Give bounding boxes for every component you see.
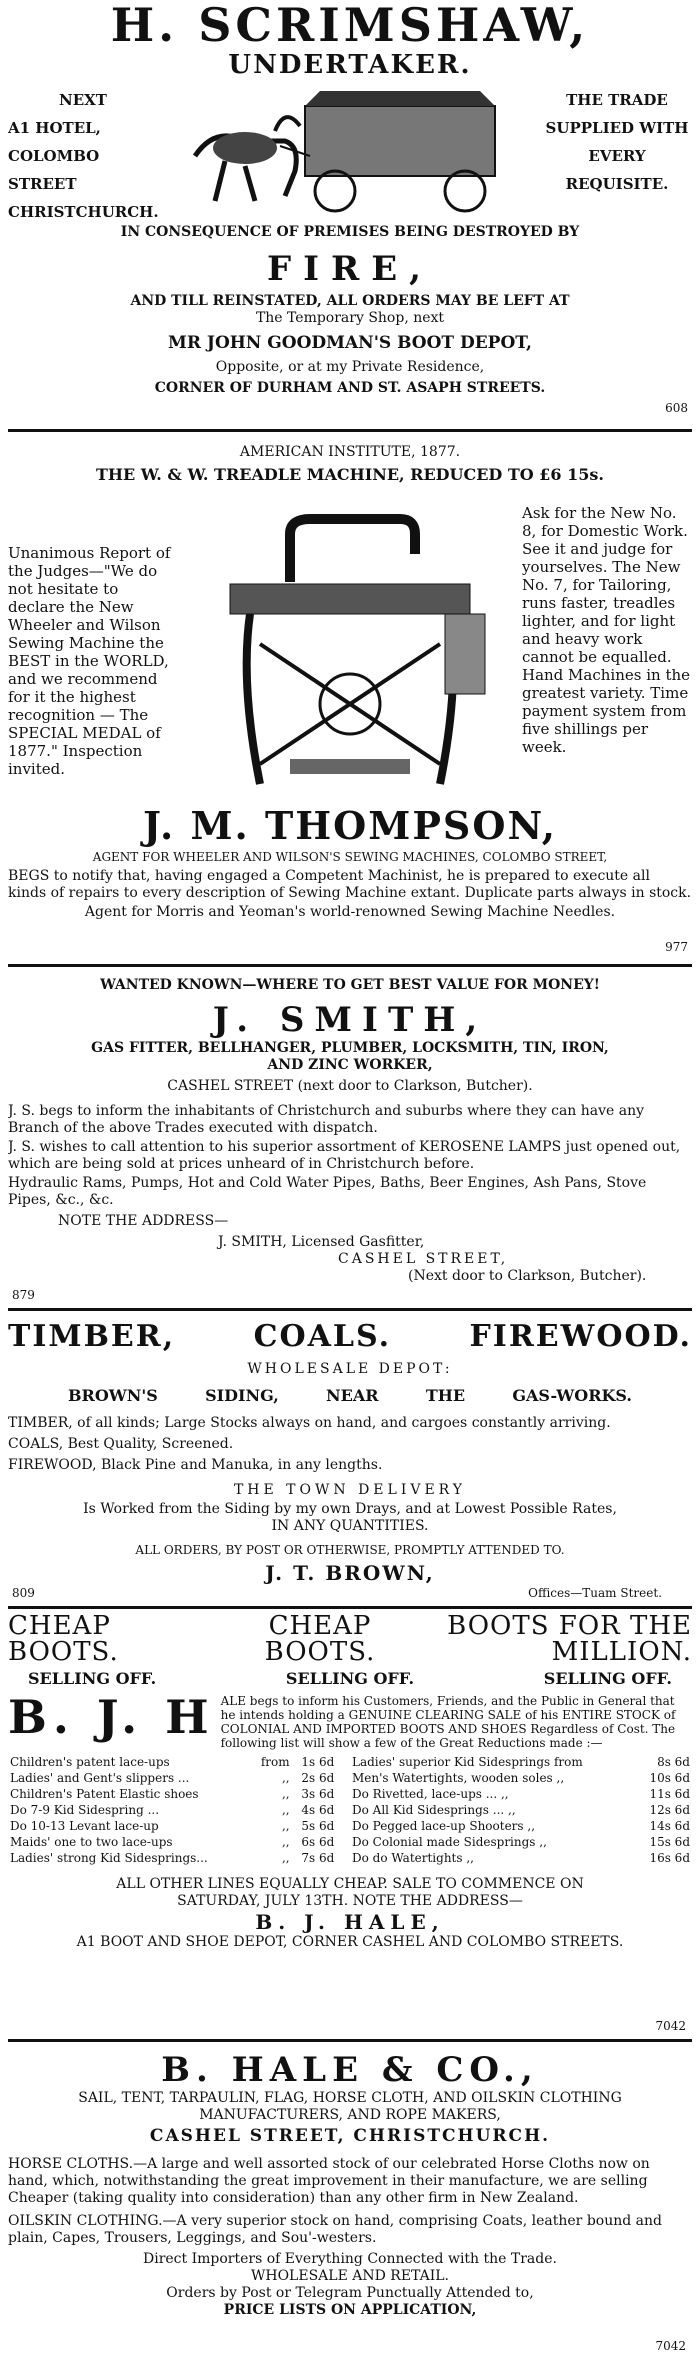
price-row: Do do Watertights ,, 16s 6d [352,1851,690,1865]
ad-number: 7042 [655,2339,686,2353]
price-row: Do Pegged lace-up Shooters ,, 14s 6d [352,1819,690,1833]
left-address: NEXT A1 HOTEL, COLOMBO STREET CHRISTCHURCH. [8,91,159,221]
ad-number: 7042 [655,2019,686,2033]
price-row: Ladies' superior Kid Sidesprings from 8s 6d [352,1755,690,1769]
ad-scrimshaw: H. SCRIMSHAW, UNDERTAKER. NEXT A1 HOTEL, COLOMBO STREET CHRISTCHURCH. THE TRADE SUPPLIED WITH EVERY REQUISITE. IN CONSEQUENCE OF PREMISES BEING DESTROYED BY FIRE, AND TILL REINSTATED, ALL ORDERS MAY BE LEFT AT The Temporary Shop, next MR JOHN GOODMAN'S BOOT DEPOT, Opposite, or at my Private Residence, CORNER OF DURHAM AND ST. ASAPH STREETS. 608 [8,0,692,432]
ad-number: 608 [665,401,688,415]
ad-thompson: AMERICAN INSTITUTE, 1877. THE W. & W. TREADLE MACHINE, REDUCED TO £6 15s. Unanimous Report of the Judges—"We do not hesitate to declare the New Wheeler and Wilson Sewing Machine the BEST in the WORLD, and we recommend for it the highest recognition — The SPECIAL MEDAL of 1877." Inspection invited. Ask for the New No. 8, for Domestic Work. See it and judge for yourselves. The New No. 7, for Tailoring, runs faster, treadles lighter, and for light and heavy work cannot be equalled. Hand Machines in the greatest variety. Time payment system from five shillings per week. J. M. THOMPSON, AGENT FOR WHEELER AND WILSON'S SEWING MACHINES, COLOMBO STREET, BEGS to notify that, having engaged a Competent Machinist, he is prepared to execute all kinds of repairs to every description of Sewing Machine extant. Duplicate parts always in stock. Agent for Morris and Yeoman's world-renowned Sewing Machine Needles. 977 [8,432,692,967]
price-row: Ladies' and Gent's slippers ... ,, 2s 6d [10,1771,335,1785]
ad-number: 977 [665,940,688,954]
ad-title: B. J. H [8,1690,215,1744]
price-row: Men's Watertights, wooden soles ,, 10s 6d [352,1771,690,1785]
price-row: Do 7-9 Kid Sidespring ... ,, 4s 6d [10,1803,335,1817]
ad-signature: J. T. BROWN, [265,1561,435,1585]
ad-hale-boots: CHEAP BOOTS. CHEAP BOOTS. BOOTS FOR THE MILLION. SELLING OFF. SELLING OFF. SELLING OFF. B. J. H ALE begs to inform his Customers, Friends, and the Public in General that he intends holding a GENUINE CLEARING SALE of his ENTIRE STOCK of COLONIAL AND IMPORTED BOOTS AND SHOES Regardless of Cost. The following list will show a few of the Great Reductions made :— Children's patent lace-ups from 1s 6d Ladies' and Gent's slippers ... ,, 2s 6d Children's Patent Elastic shoes ,, 3s 6d Do 7-9 Kid Sidespring ... ,, 4s 6d Do 10-13 Levant lace-up ,, 5s 6d Maids' one to two lace-ups ,, 6s 6d Ladies' strong Kid Sidesprings... ,, 7s 6d Ladies' superior Kid Sidesprings from 8s 6d Men's Watertights, wooden soles ,, 10s 6d Do Rivetted, lace-ups ... ,, 11s 6d Do All Kid Sidesprings ... ,, 12s 6d Do Pegged lace-up Shooters ,, 14s 6d Do Colonial made Sidesprings ,, 15s 6d Do do Watertights ,, 16s 6d ALL OTHER LINES EQUALLY CHEAP. SALE TO COMMENCE ON SATURDAY, JULY 13TH. NOTE THE ADDRESS— B. J. HALE, A1 BOOT AND SHOE DEPOT, CORNER CASHEL AND COLOMBO STREETS. 7042 [8,1609,692,2042]
judges-report: Unanimous Report of the Judges—"We do not hesitate to declare the New Wheeler and Wilson Sewing Machine the BEST in the WORLD, and we recommend for it the highest recognition — The SPECIAL MEDAL of 1877." Inspection invited. [8,544,171,778]
price-row: Do All Kid Sidesprings ... ,, 12s 6d [352,1803,690,1817]
price-row: Ladies' strong Kid Sidesprings... ,, 7s 6d [10,1851,335,1865]
fire-heading: FIRE, [266,249,434,289]
ad-number: 879 [12,1288,35,1302]
ad-subtitle: UNDERTAKER. [228,50,472,80]
ad-title: H. SCRIMSHAW, [110,0,590,52]
ad-number: 809 [12,1586,35,1600]
ad-title: J. M. THOMPSON, [142,803,557,848]
sewing-machine-illustration [200,504,500,794]
ad-smith: WANTED KNOWN—WHERE TO GET BEST VALUE FOR MONEY! J. SMITH, GAS FITTER, BELLHANGER, PLUMBER, LOCKSMITH, TIN, IRON, AND ZINC WORKER, CASHEL STREET (next door to Clarkson, Butcher). J. S. begs to inform the inhabitants of Christchurch and suburbs where they can have any Branch of the above Trades executed with dispatch. J. S. wishes to call attention to his superior assortment of KEROSENE LAMPS just opened out, which are being sold at prices unheard of in Christchurch before. Hydraulic Rams, Pumps, Hot and Cold Water Pipes, Baths, Beer Engines, Ash Pans, Stove Pipes, &c., &c. NOTE THE ADDRESS— J. SMITH, Licensed Gasfitter, CASHEL STREET, (Next door to Clarkson, Butcher). 879 [8,967,692,1311]
price-row: Children's patent lace-ups from 1s 6d [10,1755,335,1769]
price-row: Do Rivetted, lace-ups ... ,, 11s 6d [352,1787,690,1801]
hearse-illustration [185,86,515,214]
ad-hale-co: B. HALE & CO., SAIL, TENT, TARPAULIN, FLAG, HORSE CLOTH, AND OILSKIN CLOTHING MANUFACTURERS, AND ROPE MAKERS, CASHEL STREET, CHRISTCHURCH. HORSE CLOTHS.—A large and well assorted stock of our celebrated Horse Cloths now on hand, which, notwithstanding the great improvement in their manufacture, we are selling Cheaper (taking quality into consideration) than any other firm in New Zealand. OILSKIN CLOTHING.—A very superior stock on hand, comprising Coats, leather bound and plain, Capes, Trousers, Leggings, and Sou'-westers. Direct Importers of Everything Connected with the Trade. WHOLESALE AND RETAIL. Orders by Post or Telegram Punctually Attended to, PRICE LISTS ON APPLICATION, 7042 [8,2042,692,2363]
ad-brown: TIMBER, COALS. FIREWOOD. WHOLESALE DEPOT: BROWN'S SIDING, NEAR THE GAS-WORKS. TIMBER, of all kinds; Large Stocks always on hand, and cargoes constantly arriving. COALS, Best Quality, Screened. FIREWOOD, Black Pine and Manuka, in any lengths. THE TOWN DELIVERY Is Worked from the Siding by my own Drays, and at Lowest Possible Rates, IN ANY QUANTITIES. ALL ORDERS, BY POST OR OTHERWISE, PROMPTLY ATTENDED TO. J. T. BROWN, 809 Offices—Tuam Street. [8,1311,692,1609]
ad-title: J. SMITH, [212,1000,488,1040]
machine-description: Ask for the New No. 8, for Domestic Work. See it and judge for yourselves. The New No. 7, for Tailoring, runs faster, treadles lighter, and for light and heavy work cannot be equalled. Hand Machines in the greatest variety. Time payment system from five shillings per week. [522,504,691,756]
price-list-right [350,1754,692,1866]
price-list-left [8,1754,336,1866]
ad-body: BEGS to notify that, having engaged a Competent Machinist, he is prepared to execute all kinds of repairs to every description of Sewing Machine extant. Duplicate parts always in stock. [8,868,692,901]
price-row: Do Colonial made Sidesprings ,, 15s 6d [352,1835,690,1849]
ad-title: B. HALE & CO., [161,2050,539,2090]
ad-signature: B. J. HALE, [255,1910,445,1934]
right-address: THE TRADE SUPPLIED WITH EVERY REQUISITE. [545,91,689,193]
price-row: Do 10-13 Levant lace-up ,, 5s 6d [10,1819,335,1833]
price-row: Children's Patent Elastic shoes ,, 3s 6d [10,1787,335,1801]
price-row: Maids' one to two lace-ups ,, 6s 6d [10,1835,335,1849]
